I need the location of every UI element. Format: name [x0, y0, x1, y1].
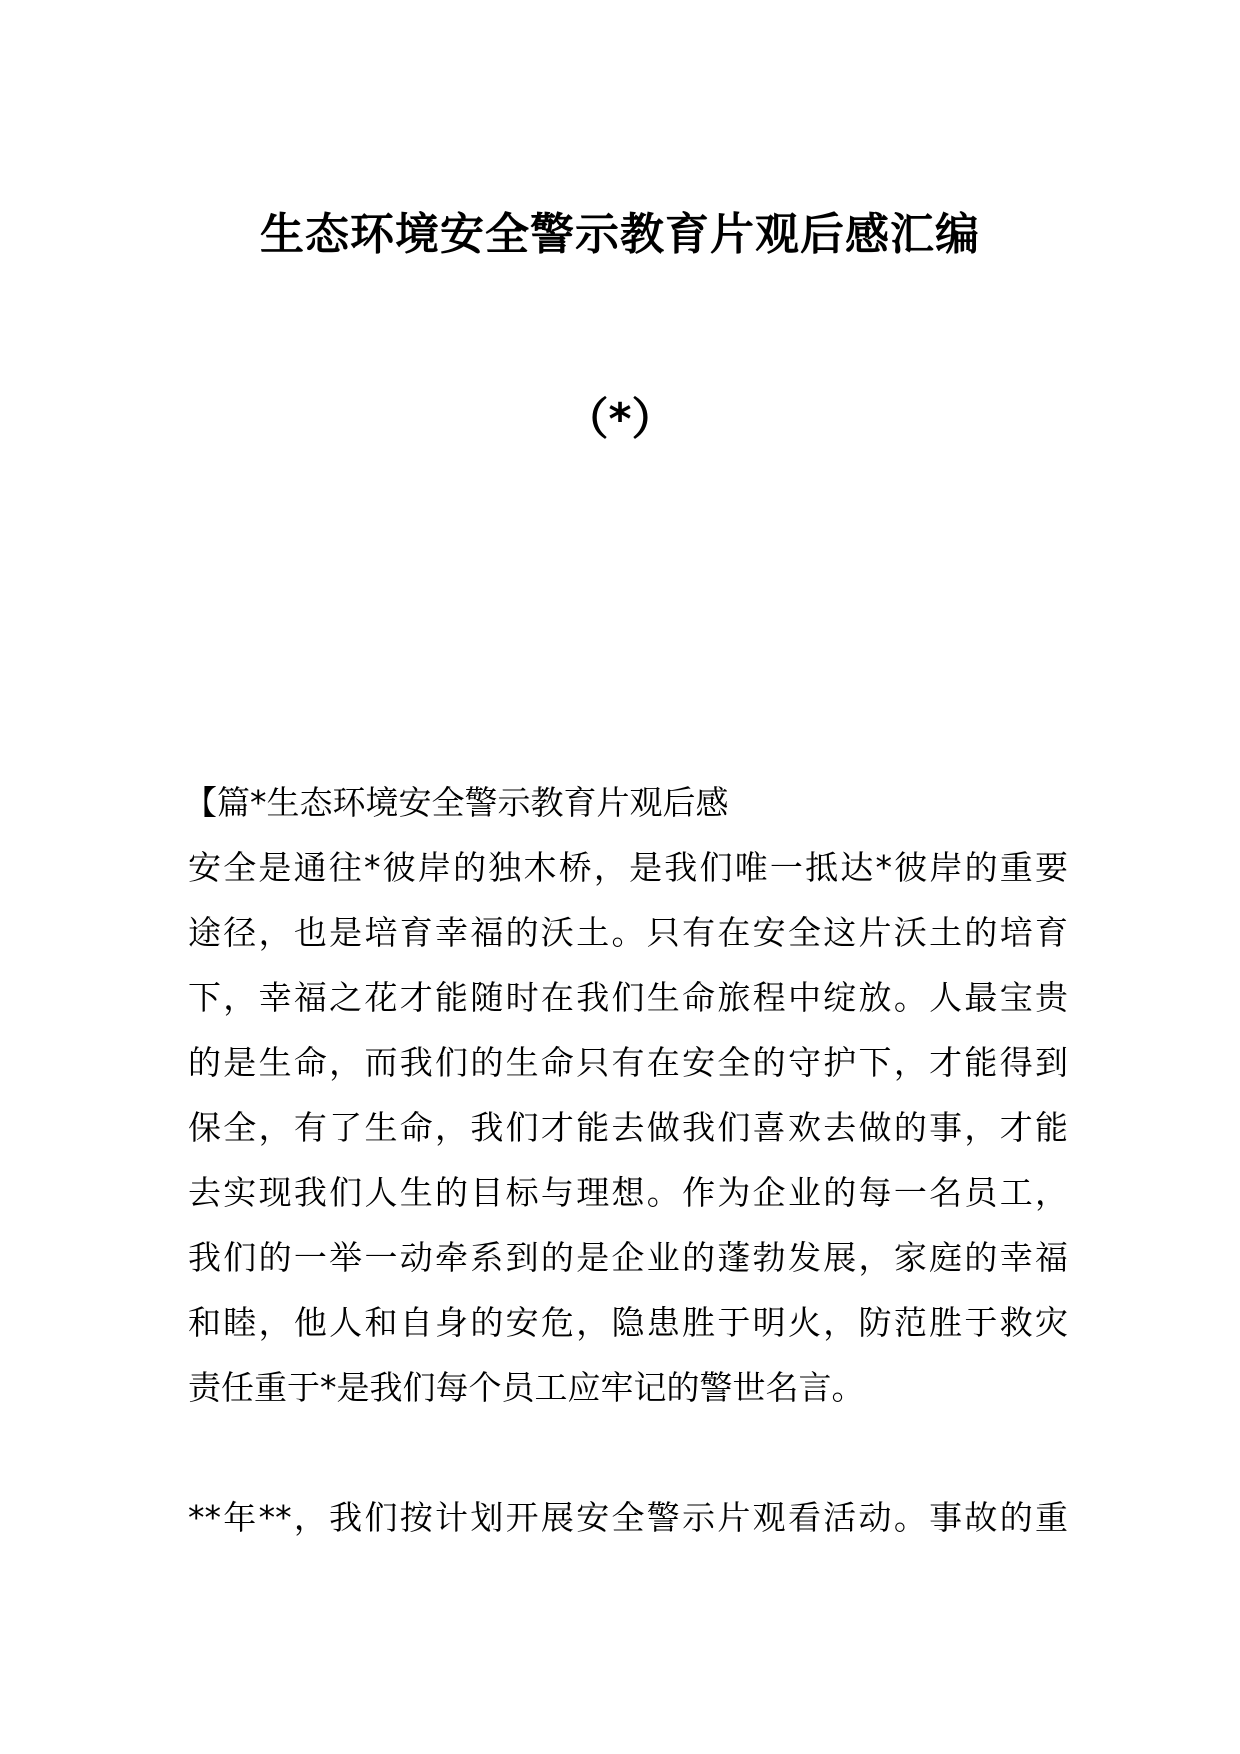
paragraph-line: 的是生命，而我们的生命只有在安全的守护下，才能得到 — [188, 1043, 1068, 1082]
section-heading: 【篇*生态环境安全警示教育片观后感 — [184, 783, 729, 822]
paragraph-line: **年**，我们按计划开展安全警示片观看活动。事故的重 — [188, 1498, 1068, 1537]
paragraph-line: 去实现我们人生的目标与理想。作为企业的每一名员工， — [188, 1173, 1068, 1212]
paragraph-1 — [188, 835, 1068, 1420]
paragraph-line: 保全，有了生命，我们才能去做我们喜欢去做的事，才能 — [188, 1108, 1068, 1147]
paragraph-line: 途径，也是培育幸福的沃土。只有在安全这片沃土的培育 — [188, 913, 1068, 952]
document-subtitle: （*） — [564, 394, 676, 445]
paragraph-line: 安全是通往*彼岸的独木桥，是我们唯一抵达*彼岸的重要 — [188, 848, 1068, 887]
paragraph-line: 我们的一举一动牵系到的是企业的蓬勃发展，家庭的幸福 — [188, 1238, 1068, 1277]
document-title: 生态环境安全警示教育片观后感汇编 — [260, 209, 980, 260]
paragraph-line: 下，幸福之花才能随时在我们生命旅程中绽放。人最宝贵 — [188, 978, 1068, 1017]
paragraph-2 — [188, 1485, 1068, 1550]
paragraph-line: 和睦，他人和自身的安危，隐患胜于明火，防范胜于救灾 — [188, 1303, 1068, 1342]
paragraph-line: 责任重于*是我们每个员工应牢记的警世名言。 — [188, 1368, 865, 1407]
